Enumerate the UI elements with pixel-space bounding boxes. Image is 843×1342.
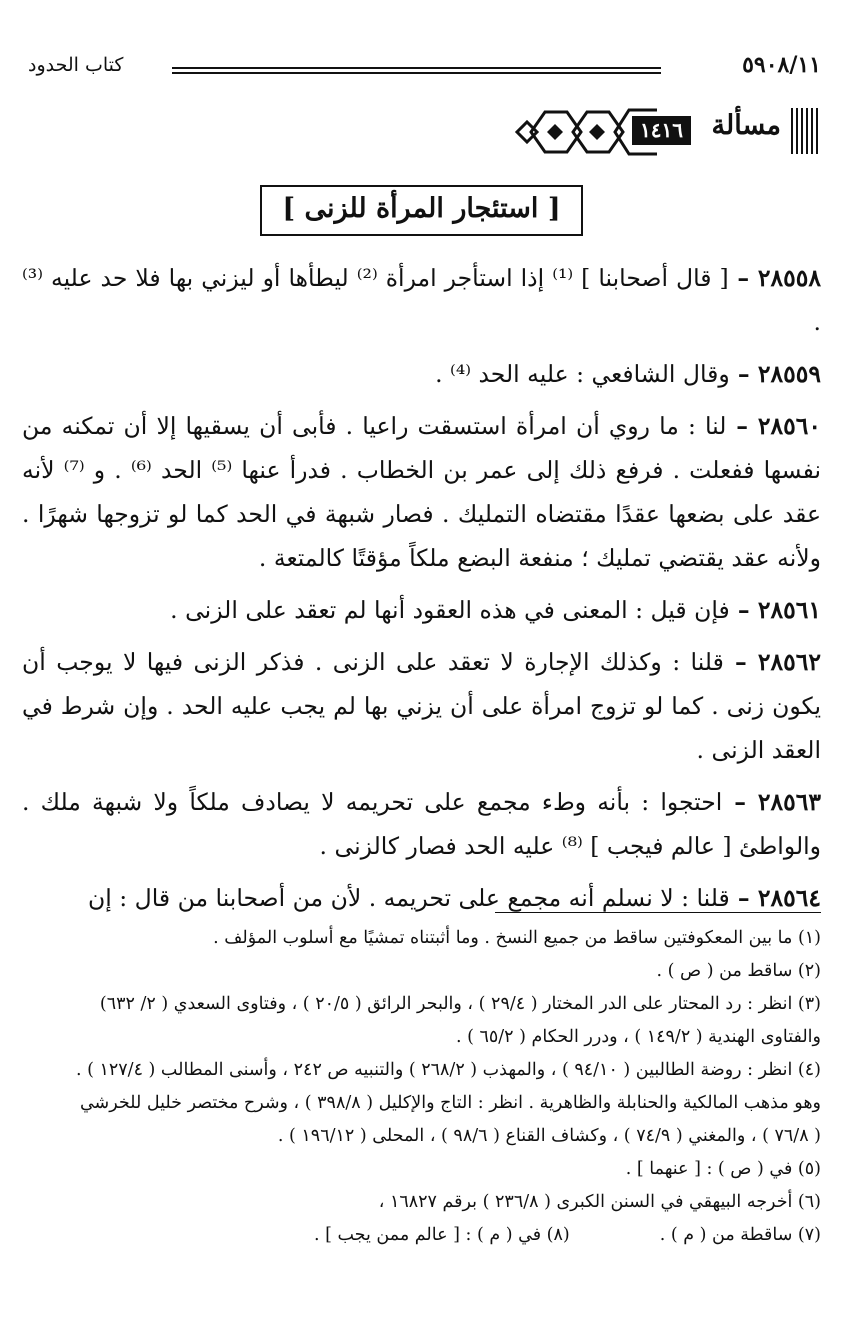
paragraph [22,352,821,396]
masala-number: ١٤١٦ [632,116,691,145]
footnote: والفتاوى الهندية ( ١٤٩/٢ ) ، ودرر الحكام ( ٦٥/٢ ) . [455,1027,821,1047]
paragraph-number: ٢٨٥٦٤ – [729,884,821,912]
paragraph-text: قلنا : وكذلك الإجارة لا تعقد على الزنى . فذكر الزنى فيها لا يوجب أن يكون زنى . كما لو تزوج امرأة على أن يزني بها لم يجب عليه الحد . وإن شرط في العقد الزنى . [22,648,821,764]
paragraph-text: وقال الشافعي : عليه الحد ⁽⁴⁾ . [435,360,730,388]
footnote-row [22,1219,821,1252]
masala-heading [511,104,821,160]
paragraph [22,588,821,632]
paragraph-text: فإن قيل : المعنى في هذه العقود أنها لم تعقد على الزنى . [170,596,730,624]
footnote: (٨) في ( م ) : [ عالم ممن يجب ] . [313,1225,570,1245]
paragraph-text: [ قال أصحابنا ] ⁽¹⁾ إذا استأجر امرأة ⁽²⁾ ليطأها أو ليزني بها فلا حد عليه ⁽³⁾ . [22,264,821,336]
footnote-rule [495,912,821,913]
footnote: (٢) ساقط من ( ص ) . [656,961,821,981]
paragraph-number: ٢٨٥٦٣ – [722,788,821,816]
barcode-ornament [791,108,821,154]
paragraph-number: ٢٨٥٦٢ – [723,648,821,676]
paragraph-number: ٢٨٥٥٨ – [728,264,821,292]
paragraph-text: لنا : ما روي أن امرأة استسقت راعيا . فأبى أن يسقيها إلا أن تمكنه من نفسها ففعلت . فرفع ذلك إلى عمر بن الخطاب . فدرأ عنها ⁽⁵⁾ الحد ⁽⁶⁾ . و ⁽⁷⁾ لأنه عقد على بضعها عقدًا مقتضاه التمليك . فصار شبهة في الحد كما لو تزوجها شهرًا . ولأنه عقد يقتضي تمليك ؛ منفعة البضع ملكاً مؤقتًا كالمتعة . [22,412,822,572]
paragraph [22,404,821,580]
paragraph [22,780,821,868]
footnote: (٧) ساقطة من ( م ) . [659,1225,821,1245]
footnote: ( ٧٦/٨ ) ، والمغني ( ٧٤/٩ ) ، وكشاف القناع ( ٩٨/٦ ) ، المحلى ( ١٩٦/١٢ ) . [277,1126,821,1146]
section-title-wrap [22,185,821,236]
footnote: (٥) في ( ص ) : [ عنهما ] . [625,1159,821,1179]
paragraph [22,640,821,772]
paragraph-number: ٢٨٥٦١ – [729,596,821,624]
paragraph [22,876,821,920]
page-number: ٥٩٠٨/١١ [742,52,821,78]
header-rule [172,67,661,74]
running-title: كتاب الحدود [28,54,124,76]
footnotes [22,922,821,1252]
paragraph-text: احتجوا : بأنه وطء مجمع على تحريمه لا يصادف ملكاً ولا شبهة ملك . والواطئ [ عالم فيجب ] ⁽⁸⁾ عليه الحد فصار كالزنى . [22,788,821,860]
footnote: (٤) انظر : روضة الطالبين ( ٩٤/١٠ ) ، والمهذب ( ٢٦٨/٢ ) والتنبيه ص ٢٤٢ ، وأسنى المطالب ( ١٢٧/٤ ) . [75,1060,821,1080]
paragraph-number: ٢٨٥٦٠ – [726,412,821,440]
book-page [22,0,821,1342]
footnote: (٦) أخرجه البيهقي في السنن الكبرى ( ٢٣٦/٨ ) برقم ١٦٨٢٧ ، [378,1192,821,1212]
paragraph [22,256,821,344]
footnote: (١) ما بين المعكوفتين ساقط من جميع النسخ . وما أثبتناه تمشيًا مع أسلوب المؤلف . [213,928,821,948]
masala-label: مسألة [711,110,781,141]
paragraph-number: ٢٨٥٥٩ – [729,360,821,388]
footnote: وهو مذهب المالكية والحنابلة والظاهرية . انظر : التاج والإكليل ( ٣٩٨/٨ ) ، وشرح مختصر خليل للخرشي [79,1093,821,1113]
footnote: (٣) انظر : رد المحتار على الدر المختار ( ٢٩/٤ ) ، والبحر الرائق ( ٢٠/٥ ) ، وفتاوى السعدي ( ٢/ ٦٣٢) [99,994,821,1014]
paragraph-text: قلنا : لا نسلم أنه مجمع على تحريمه . لأن من أصحابنا من قال : إن [88,884,730,912]
section-title: [ استئجار المرأة للزنى ] [260,185,582,236]
knot-ornament-icon [511,104,661,160]
body-text [22,256,821,928]
running-header [22,52,821,92]
